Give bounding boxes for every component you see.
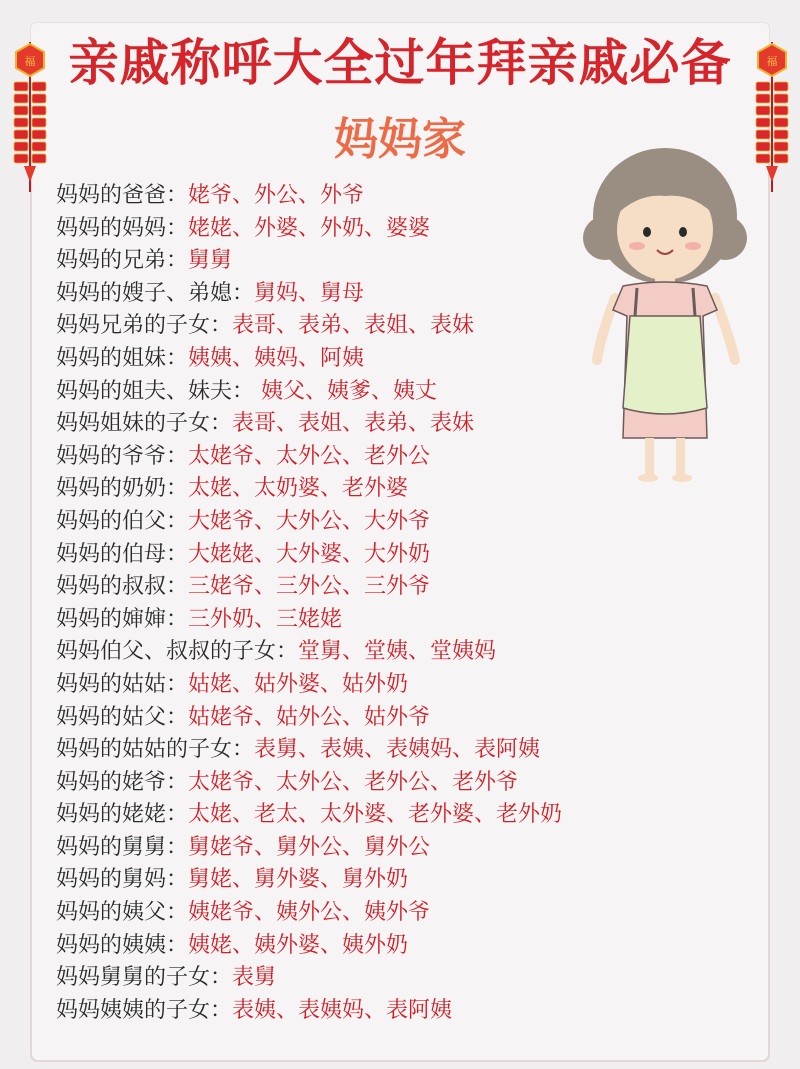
list-item: [56, 767, 756, 800]
relative-value: 太姥、老太、太外婆、老外婆、老外奶: [188, 802, 563, 828]
list-item: [56, 539, 756, 572]
relative-key: 妈妈姐妹的子女：: [56, 411, 233, 437]
relative-value: 表舅: [232, 965, 277, 991]
list-item: [56, 310, 756, 343]
list-item: [56, 702, 756, 735]
relative-key: 妈妈的爸爸：: [56, 183, 189, 208]
list-item: [56, 962, 756, 995]
relative-key: 妈妈舅舅的子女：: [56, 965, 233, 991]
list-item: [56, 571, 756, 604]
relative-key: 妈妈的姑姑：: [56, 671, 189, 697]
list-item: [56, 245, 756, 278]
relative-value: 姑姥、姑外婆、姑外奶: [188, 671, 409, 697]
fu-char-left: 福: [24, 55, 36, 68]
relative-key: 妈妈的兄弟：: [56, 248, 189, 274]
relative-key: 妈妈的嫂子、弟媳：: [56, 280, 255, 306]
relative-key: 妈妈的姨姨：: [56, 932, 189, 958]
relative-value: 姥姥、外婆、外奶、婆婆: [188, 215, 431, 241]
list-item: [56, 180, 756, 213]
relative-key: 妈妈的奶奶：: [56, 476, 189, 502]
relative-value: 舅妈、舅母: [254, 280, 365, 306]
list-item: [56, 832, 756, 865]
relative-key: 妈妈兄弟的子女：: [56, 313, 233, 339]
relative-value: 堂舅、堂姨、堂姨妈: [298, 639, 497, 665]
relative-value: 表舅、表姨、表姨妈、表阿姨: [254, 737, 541, 763]
relative-key: 妈妈的姨父：: [56, 900, 189, 926]
list-item: [56, 669, 756, 702]
relative-value: 舅姥、舅外婆、舅外奶: [188, 867, 409, 893]
relatives-list: [56, 180, 756, 1027]
relative-value: 姥爷、外公、外爷: [188, 183, 365, 208]
relative-key: 妈妈姨姨的子女：: [56, 997, 233, 1023]
list-item: [56, 506, 756, 539]
list-item: [56, 376, 756, 409]
relative-value: 三姥爷、三外公、三外爷: [188, 574, 431, 600]
relative-value: 表姨、表姨妈、表阿姨: [232, 997, 453, 1023]
list-item: [56, 799, 756, 832]
list-item: [56, 897, 756, 930]
relative-key: 妈妈的叔叔：: [56, 574, 189, 600]
section-title: 妈妈家: [334, 114, 466, 165]
relative-value: 大姥姥、大外婆、大外奶: [188, 541, 431, 567]
relative-value: 太姥爷、太外公、老外公、老外爷: [188, 769, 519, 795]
list-item: [56, 408, 756, 441]
relative-key: 妈妈的伯母：: [56, 541, 189, 567]
relative-value: 舅舅: [188, 248, 233, 274]
list-item: [56, 604, 756, 637]
relative-value: 姨姨、姨妈、阿姨: [188, 345, 365, 371]
relative-key: 妈妈的姥姥：: [56, 802, 189, 828]
relative-value: 表哥、表姐、表弟、表妹: [232, 411, 475, 437]
relative-key: 妈妈的姑姑的子女：: [56, 737, 255, 763]
list-item: [56, 343, 756, 376]
relative-key: 妈妈的舅妈：: [56, 867, 189, 893]
relative-key: 妈妈的爷爷：: [56, 443, 189, 469]
relative-key: 妈妈的舅舅：: [56, 834, 189, 860]
relative-value: 舅姥爷、舅外公、舅外公: [188, 834, 431, 860]
relative-value: 姑姥爷、姑外公、姑外爷: [188, 704, 431, 730]
relative-value: 姨姥爷、姨外公、姨外爷: [188, 900, 431, 926]
relative-value: 表哥、表弟、表姐、表妹: [232, 313, 475, 339]
list-item: [56, 278, 756, 311]
list-item: [56, 636, 756, 669]
list-item: [56, 864, 756, 897]
relative-key: 妈妈的伯父：: [56, 508, 189, 534]
relative-key: 妈妈的婶婶：: [56, 606, 189, 632]
header: [0, 28, 800, 108]
list-item: [56, 995, 756, 1028]
relative-key: 妈妈的姐夫、妹夫：: [56, 378, 255, 404]
list-item: [56, 441, 756, 474]
relative-value: 三外奶、三姥姥: [188, 606, 343, 632]
relative-value: 太姥爷、太外公、老外公: [188, 443, 431, 469]
list-item: [56, 930, 756, 963]
relative-key: 妈妈的姥爷：: [56, 769, 189, 795]
relative-value: 姨父、姨爹、姨丈: [254, 378, 438, 404]
relative-key: 妈妈的妈妈：: [56, 215, 189, 241]
fu-char-right: 福: [766, 55, 778, 68]
relative-value: 大姥爷、大外公、大外爷: [188, 508, 431, 534]
relative-key: 妈妈的姑父：: [56, 704, 189, 730]
page-title: 亲戚称呼大全过年拜亲戚必备: [68, 34, 732, 92]
relative-key: 妈妈的姐妹：: [56, 345, 189, 371]
relative-key: 妈妈伯父、叔叔的子女：: [56, 639, 299, 665]
relative-value: 太姥、太奶婆、老外婆: [188, 476, 409, 502]
list-item: [56, 213, 756, 246]
list-item: [56, 734, 756, 767]
list-item: [56, 473, 756, 506]
relative-value: 姨姥、姨外婆、姨外奶: [188, 932, 409, 958]
